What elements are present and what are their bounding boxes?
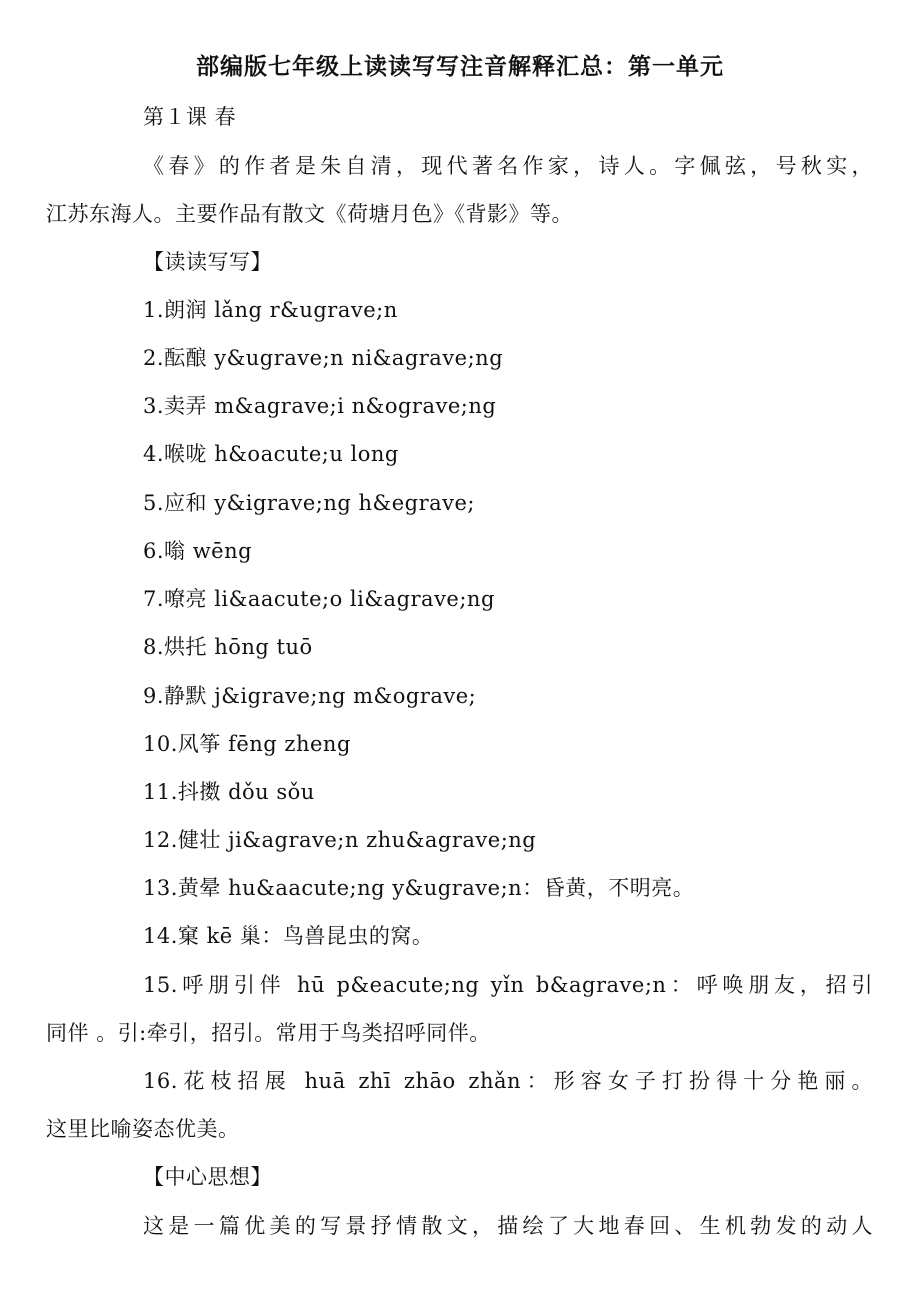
lesson-heading: 第１课 春 bbox=[143, 105, 237, 129]
vocab-item: 11.抖擞 dǒu sǒu bbox=[143, 780, 315, 804]
vocab-item: 12.健壮 ji&agrave;n zhu&agrave;ng bbox=[143, 828, 537, 852]
theme-line-1: 这是一篇优美的写景抒情散文，描绘了大地春回、生机勃发的动人 bbox=[143, 1214, 873, 1238]
vocab-item-16-line-1: 16.花枝招展 huā zhī zhāo zhǎn：形容女子打扮得十分艳丽。 bbox=[143, 1069, 873, 1093]
vocab-item: 9.静默 j&igrave;ng m&ograve; bbox=[143, 684, 477, 708]
vocab-item: 14.窠 kē 巢：鸟兽昆虫的窝。 bbox=[143, 924, 434, 948]
vocab-item-16-line-2: 这里比喻姿态优美。 bbox=[46, 1117, 240, 1141]
vocab-item-15-line-1: 15.呼朋引伴 hū p&eacute;ng yǐn b&agrave;n：呼唤朋友，招引 bbox=[143, 973, 873, 997]
vocab-item: 4.喉咙 h&oacute;u long bbox=[143, 442, 399, 466]
vocab-item: 13.黄晕 hu&aacute;ng y&ugrave;n：昏黄，不明亮。 bbox=[143, 876, 695, 900]
vocab-item: 3.卖弄 m&agrave;i n&ograve;ng bbox=[143, 394, 497, 418]
page-title: 部编版七年级上读读写写注音解释汇总：第一单元 bbox=[196, 53, 724, 80]
vocab-item: 7.嘹亮 li&aacute;o li&agrave;ng bbox=[143, 587, 495, 611]
vocab-item-15-line-2: 同伴 。引:牵引，招引。常用于鸟类招呼同伴。 bbox=[46, 1021, 491, 1045]
section-heading-reading: 【读读写写】 bbox=[143, 250, 272, 274]
vocab-item: 8.烘托 hōng tuō bbox=[143, 635, 313, 659]
vocab-item: 6.嗡 wēng bbox=[143, 539, 253, 563]
intro-line-1: 《春》的作者是朱自清，现代著名作家，诗人。字佩弦，号秋实， bbox=[143, 154, 873, 178]
vocab-item: 2.酝酿 y&ugrave;n ni&agrave;ng bbox=[143, 346, 504, 370]
vocab-item: 1.朗润 lǎng r&ugrave;n bbox=[143, 298, 398, 322]
vocab-item: 5.应和 y&igrave;ng h&egrave; bbox=[143, 491, 476, 515]
intro-line-2: 江苏东海人。主要作品有散文《荷塘月色》《背影》等。 bbox=[46, 202, 573, 226]
section-heading-theme: 【中心思想】 bbox=[143, 1165, 272, 1189]
vocab-item: 10.风筝 fēng zheng bbox=[143, 732, 351, 756]
